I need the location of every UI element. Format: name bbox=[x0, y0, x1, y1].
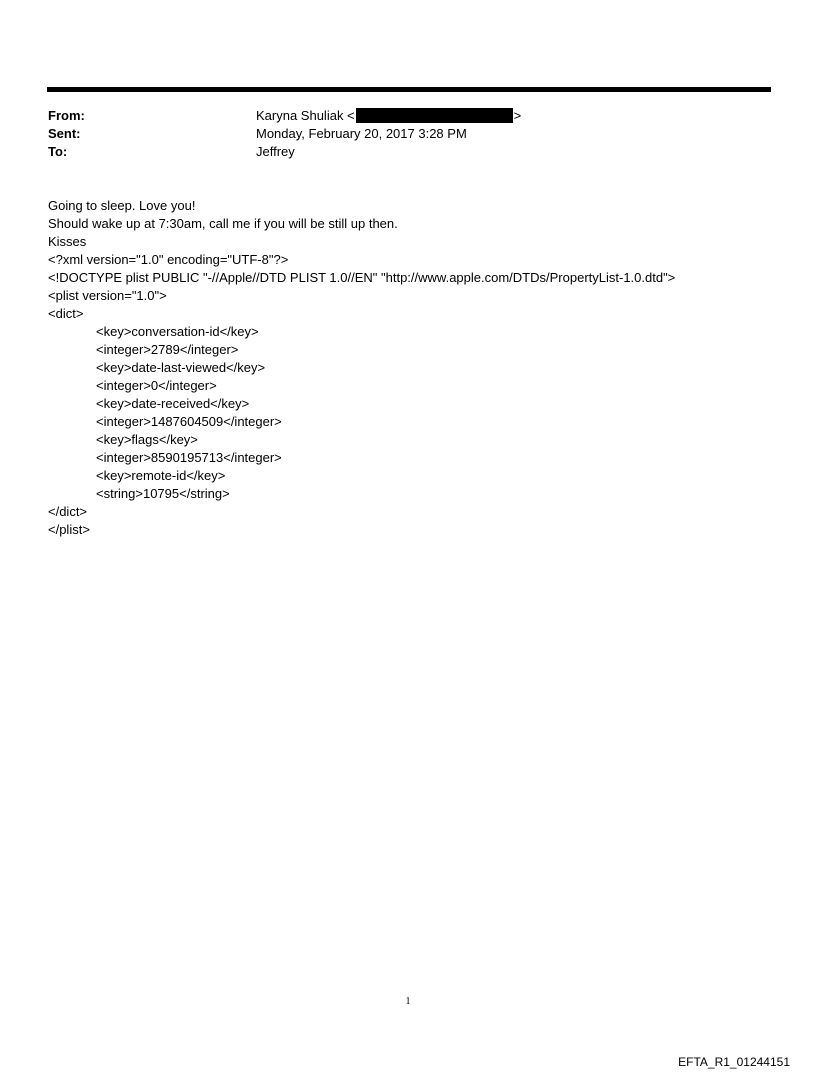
email-header bbox=[48, 107, 768, 161]
email-body bbox=[48, 197, 788, 539]
from-name: Karyna Shuliak < bbox=[256, 108, 355, 123]
body-line: <!DOCTYPE plist PUBLIC "-//Apple//DTD PLIST 1.0//EN" "http://www.apple.com/DTDs/PropertyList-1.0.dtd"> bbox=[48, 270, 676, 285]
body-line: Going to sleep. Love you! bbox=[48, 198, 196, 213]
body-line: <integer>2789</integer> bbox=[96, 342, 239, 357]
sent-value: Monday, February 20, 2017 3:28 PM bbox=[256, 126, 467, 141]
body-line: <key>flags</key> bbox=[96, 432, 198, 447]
body-line: <key>date-received</key> bbox=[96, 396, 250, 411]
from-row bbox=[48, 107, 768, 125]
body-line: Should wake up at 7:30am, call me if you will be still up then. bbox=[48, 216, 398, 231]
body-line: <key>conversation-id</key> bbox=[96, 324, 259, 339]
body-line: <key>remote-id</key> bbox=[96, 468, 226, 483]
body-line: <integer>1487604509</integer> bbox=[96, 414, 282, 429]
page-number: 1 bbox=[405, 996, 411, 1007]
from-label: From: bbox=[48, 108, 85, 123]
to-value: Jeffrey bbox=[256, 144, 295, 159]
body-line: </dict> bbox=[48, 504, 88, 519]
body-line: <integer>8590195713</integer> bbox=[96, 450, 282, 465]
from-value bbox=[256, 107, 521, 125]
from-close: > bbox=[513, 108, 522, 123]
body-line: <integer>0</integer> bbox=[96, 378, 217, 393]
header-rule bbox=[47, 87, 771, 92]
body-line: <string>10795</string> bbox=[96, 486, 230, 501]
sent-row bbox=[48, 125, 768, 143]
body-line: <?xml version="1.0" encoding="UTF-8"?> bbox=[48, 252, 289, 267]
document-id: EFTA_R1_01244151 bbox=[678, 1055, 790, 1069]
redaction-bar bbox=[356, 108, 513, 123]
body-line: </plist> bbox=[48, 522, 90, 537]
body-line: <dict> bbox=[48, 306, 84, 321]
body-line: Kisses bbox=[48, 234, 87, 249]
sent-label: Sent: bbox=[48, 126, 81, 141]
to-row bbox=[48, 143, 768, 161]
body-line: <key>date-last-viewed</key> bbox=[96, 360, 266, 375]
to-label: To: bbox=[48, 144, 68, 159]
body-line: <plist version="1.0"> bbox=[48, 288, 167, 303]
